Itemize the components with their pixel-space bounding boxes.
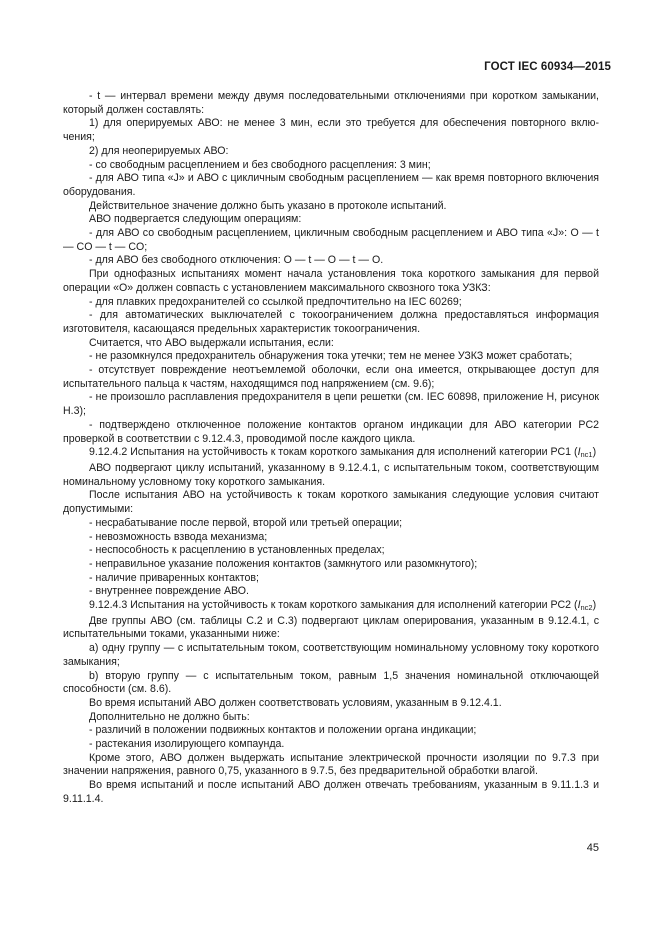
section-heading-text: 9.12.4.2 Испытания на устойчивость к токам короткого замыкания для исполнений категории PC1 <box>89 446 572 459</box>
paragraph: Дополнительно не должно быть: <box>89 710 250 723</box>
paragraph: Считается, что АВО выдержали испытания, если: <box>89 336 334 349</box>
paragraph: Во время испытаний АВО должен соответствовать условиям, указанным в 9.12.4.1. <box>89 696 502 709</box>
paragraph: - не произошло расплавления предохранителя в цепи решетки (см. IEC 60898, приложение H, рисунок H.3); <box>63 391 599 418</box>
paragraph: - для плавких предохранителей со ссылкой предпочтительно на IEC 60269; <box>89 295 462 308</box>
paragraph: После испытания АВО на устойчивость к токам короткого замыкания следующие условия считают допустимыми: <box>63 489 599 516</box>
section-heading-text: 9.12.4.3 Испытания на устойчивость к токам короткого замыкания для исполнений категории PC2 <box>89 599 572 612</box>
paragraph: 2) для неоперируемых АВО: <box>89 144 229 157</box>
section-heading-pc2: 9.12.4.3 Испытания на устойчивость к токам короткого замыкания для исполнений категории PC2 $(I_{nc2})$ <box>89 599 597 613</box>
paragraph: b) вторую группу — с испытательным током, равным 1,5 значения номинальной отключающей способности (см. 8.6). <box>63 669 599 696</box>
paragraph: АВО подвергают циклу испытаний, указанному в 9.12.4.1, с испытательным током, соответствующим номинальному условному току короткого замыкания. <box>63 461 599 488</box>
paragraph: - растекания изолирующего компаунда. <box>89 738 285 751</box>
paragraph: - невозможность взвода механизма; <box>89 530 268 543</box>
paragraph: - для АВО со свободным расцеплением, цикличным свободным расцеплением и АВО типа «J»: O — t — CO — t — CO; <box>63 227 599 253</box>
paragraph: a) одну группу — с испытательным током, соответствующим номинальному условному току короткого замыкания; <box>63 642 599 668</box>
current-symbol-subscript: nc2 <box>580 603 593 613</box>
paragraph: - неправильное указание положения контактов (замкнутого или разомкнутого); <box>89 557 478 570</box>
paragraph: - несрабатывание после первой, второй или третьей операции; <box>89 516 403 529</box>
paragraph: АВО подвергается следующим операциям: <box>89 213 302 226</box>
paragraph: Кроме этого, АВО должен выдержать испытание электрической прочности изоляции по 9.7.3 при значении напряжения, равного 0,75, указанного в 9.7.5, без предварительной обработки влагой. <box>63 751 599 778</box>
paragraph: - со свободным расцеплением и без свободного расцепления: 3 мин; <box>89 158 431 171</box>
current-symbol: I <box>577 599 581 612</box>
paragraph: При однофазных испытаниях момент начала установления тока короткого замыкания для первой операции «O» должен совпасть с установлением максимального сквозного тока УЗКЗ: <box>63 268 599 294</box>
paragraph: - внутреннее повреждение АВО. <box>89 585 249 598</box>
current-symbol-subscript: nc1 <box>580 450 593 460</box>
paragraph: 1) для оперируемых АВО: не менее 3 мин, если это требуется для обеспечения повторного включения; <box>63 117 599 144</box>
paragraph: - различий в положении подвижных контактов и положении органа индикации; <box>89 724 477 737</box>
standard-header: ГОСТ IEC 60934—2015 <box>484 61 611 73</box>
paragraph: Во время испытаний и после испытаний АВО должен отвечать требованиям, указанным в 9.11.1.3 и 9.11.1.4. <box>63 779 599 805</box>
paragraph: Две группы АВО (см. таблицы C.2 и C.3) подвергают циклам оперирования, указанным в 9.12.4.1, с испытательными токами, указанными ниже: <box>63 614 599 641</box>
section-heading-pc1: 9.12.4.2 Испытания на устойчивость к токам короткого замыкания для исполнений категории PC1 $(I_{nc1})$ <box>89 446 597 460</box>
paragraph: Действительное значение должно быть указано в протоколе испытаний. <box>89 199 447 212</box>
paragraph: - для автоматических выключателей с токоограничением должна предоставляться информация изготовителя, касающаяся предельных характеристик токоограничения. <box>63 309 599 335</box>
document-body <box>63 90 599 807</box>
paragraph: - t — интервал времени между двумя последовательными отключениями при коротком замыкании, который должен составлять: <box>63 90 599 116</box>
current-symbol: I <box>577 446 581 459</box>
paragraph: - наличие приваренных контактов; <box>89 571 259 584</box>
paragraph: - для АВО без свободного отключения: O — t — O — t — O. <box>89 254 384 267</box>
paragraph: - неспособность к расцеплению в установленных пределах; <box>89 544 385 557</box>
page-number: 45 <box>586 842 599 854</box>
paragraph: - для АВО типа «J» и АВО с цикличным свободным расцеплением — как время повторного включения оборудования. <box>63 172 599 198</box>
paragraph: - не разомкнулся предохранитель обнаружения тока утечки; тем не менее УЗКЗ может сработать; <box>89 350 573 363</box>
paragraph: - отсутствует повреждение неотъемлемой оболочки, если она имеется, открывающее доступ для испытательного пальца к частям, находящимся под напряжением (см. 9.6); <box>63 364 599 390</box>
paragraph: - подтверждено отключенное положение контактов органом индикации для АВО категории PC2 проверкой в соответствии с 9.12.4.3, проводимой после каждого цикла. <box>63 418 599 445</box>
